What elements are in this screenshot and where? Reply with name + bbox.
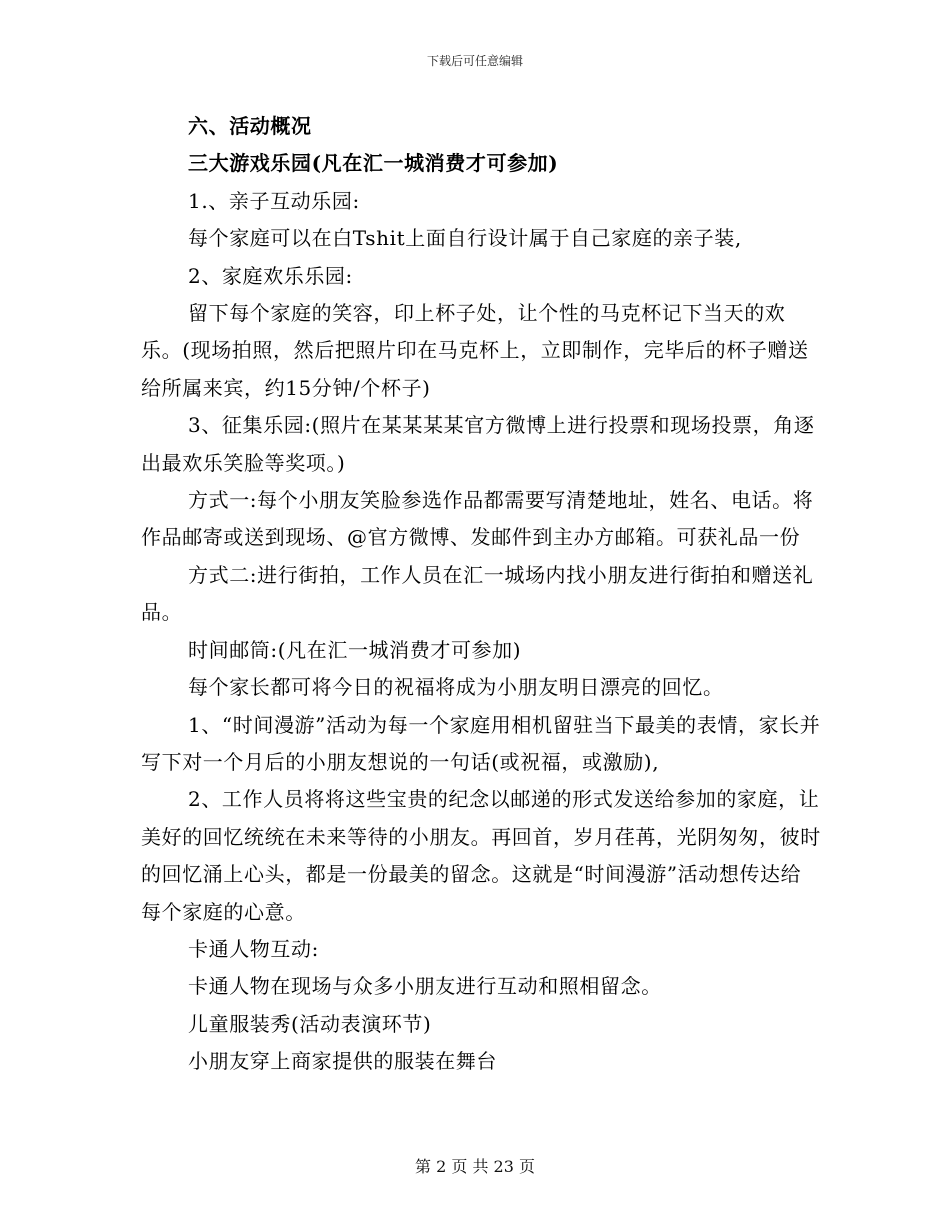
paragraph: 儿童服装秀(活动表演环节) bbox=[188, 1011, 432, 1036]
paragraph: 每个家庭可以在白Tshit上面自行设计属于自己家庭的亲子装, bbox=[188, 226, 742, 251]
paragraph: 2、工作人员将将这些宝贵的纪念以邮递的形式发送给参加的家庭，让美好的回忆统统在未来等待的小朋友。再回首，岁月荏苒，光阴匆匆，彼时的回忆涌上心头，都是一份最美的留念。这就是“时间漫游”活动想传达给每个家庭的心意。 bbox=[141, 787, 821, 924]
paragraph: 3、征集乐园:(照片在某某某某官方微博上进行投票和现场投票，角逐出最欢乐笑脸等奖项。) bbox=[141, 413, 815, 475]
document-body bbox=[141, 108, 821, 1081]
paragraph: 留下每个家庭的笑容，印上杯子处，让个性的马克杯记下当天的欢乐。(现场拍照，然后把照片印在马克杯上，立即制作，完毕后的杯子赠送给所属来宾，约15分钟/个杯子) bbox=[141, 301, 809, 400]
paragraph: 1.、亲子互动乐园: bbox=[188, 188, 360, 213]
subsection-heading: 三大游戏乐园(凡在汇一城消费才可参加) bbox=[188, 151, 559, 176]
paragraph: 每个家长都可将今日的祝福将成为小朋友明日漂亮的回忆。 bbox=[188, 675, 724, 700]
paragraph: 2、家庭欢乐乐园: bbox=[188, 263, 353, 288]
page-footer: 第 2 页 共 23 页 bbox=[415, 1157, 535, 1176]
paragraph: 卡通人物在现场与众多小朋友进行互动和照相留念。 bbox=[188, 974, 662, 999]
paragraph: 卡通人物互动: bbox=[188, 936, 319, 961]
paragraph: 1、“时间漫游”活动为每一个家庭用相机留驻当下最美的表情，家长并写下对一个月后的小朋友想说的一句话(或祝福，或激励), bbox=[141, 712, 821, 774]
paragraph: 方式一:每个小朋友笑脸参选作品都需要写清楚地址，姓名、电话。将作品邮寄或送到现场、@官方微博、发邮件到主办方邮箱。可获礼品一份 bbox=[141, 488, 814, 550]
paragraph: 小朋友穿上商家提供的服装在舞台 bbox=[188, 1049, 497, 1074]
paragraph: 时间邮筒:(凡在汇一城消费才可参加) bbox=[188, 637, 522, 662]
paragraph: 方式二:进行街拍，工作人员在汇一城场内找小朋友进行街拍和赠送礼品。 bbox=[141, 562, 814, 625]
page-header: 下载后可任意编辑 bbox=[426, 54, 523, 68]
section-heading: 六、活动概况 bbox=[188, 114, 312, 138]
